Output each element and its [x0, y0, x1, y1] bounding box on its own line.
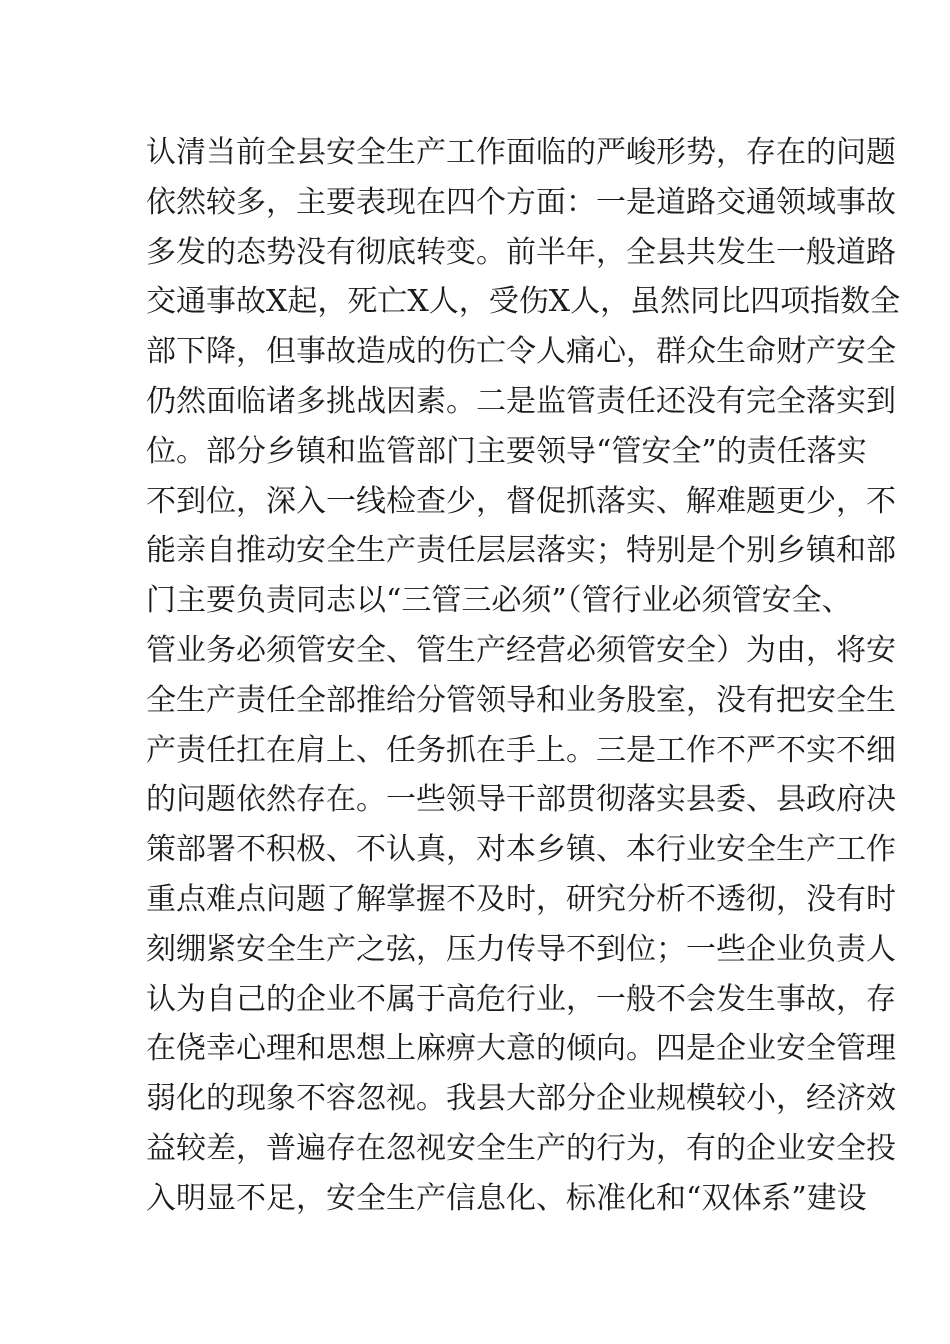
text-line: 重点难点问题了解掌握不及时，研究分析不透彻，没有时 [146, 881, 896, 917]
text-line: 部下降，但事故造成的伤亡令人痛心，群众生命财产安全 [146, 334, 896, 370]
text-line: 认清当前全县安全生产工作面临的严峻形势，存在的问题 [146, 135, 896, 170]
text-line: 门主要负责同志以“三管三必须”（管行业必须管安全、 [146, 583, 852, 619]
text-line: 能亲自推动安全生产责任层层落实；特别是个别乡镇和部 [146, 533, 896, 569]
text-line: 交通事故X起，死亡X人，受伤X人，虽然同比四项指数全 [146, 284, 901, 320]
text-line: 全生产责任全部推给分管领导和业务股室，没有把安全生 [146, 682, 896, 718]
text-line: 刻绷紧安全生产之弦，压力传导不到位；一些企业负责人 [146, 931, 896, 967]
text-line: 的问题依然存在。一些领导干部贯彻落实县委、县政府决 [146, 782, 896, 818]
text-line: 管业务必须管安全、管生产经营必须管安全）为由，将安 [146, 632, 896, 668]
text-line: 认为自己的企业不属于高危行业，一般不会发生事故，存 [146, 981, 896, 1017]
text-line: 弱化的现象不容忽视。我县大部分企业规模较小，经济效 [146, 1081, 896, 1117]
text-line: 位。部分乡镇和监管部门主要领导“管安全”的责任落实 [146, 433, 867, 469]
text-line: 益较差，普遍存在忽视安全生产的行为，有的企业安全投 [146, 1130, 896, 1166]
text-line: 产责任扛在肩上、任务抓在手上。三是工作不严不实不细 [146, 732, 896, 768]
text-line: 入明显不足，安全生产信息化、标准化和“双体系”建设 [146, 1180, 867, 1216]
text-line: 不到位，深入一线检查少，督促抓落实、解难题更少，不 [146, 483, 896, 519]
text-line: 多发的态势没有彻底转变。前半年，全县共发生一般道路 [146, 234, 896, 270]
text-line: 仍然面临诸多挑战因素。二是监管责任还没有完全落实到 [146, 383, 896, 419]
text-line: 依然较多，主要表现在四个方面：一是道路交通领域事故 [146, 184, 896, 220]
text-line: 在侥幸心理和思想上麻痹大意的倾向。四是企业安全管理 [146, 1031, 896, 1067]
body-paragraph [146, 128, 901, 1224]
text-line: 策部署不积极、不认真，对本乡镇、本行业安全生产工作 [146, 832, 896, 868]
